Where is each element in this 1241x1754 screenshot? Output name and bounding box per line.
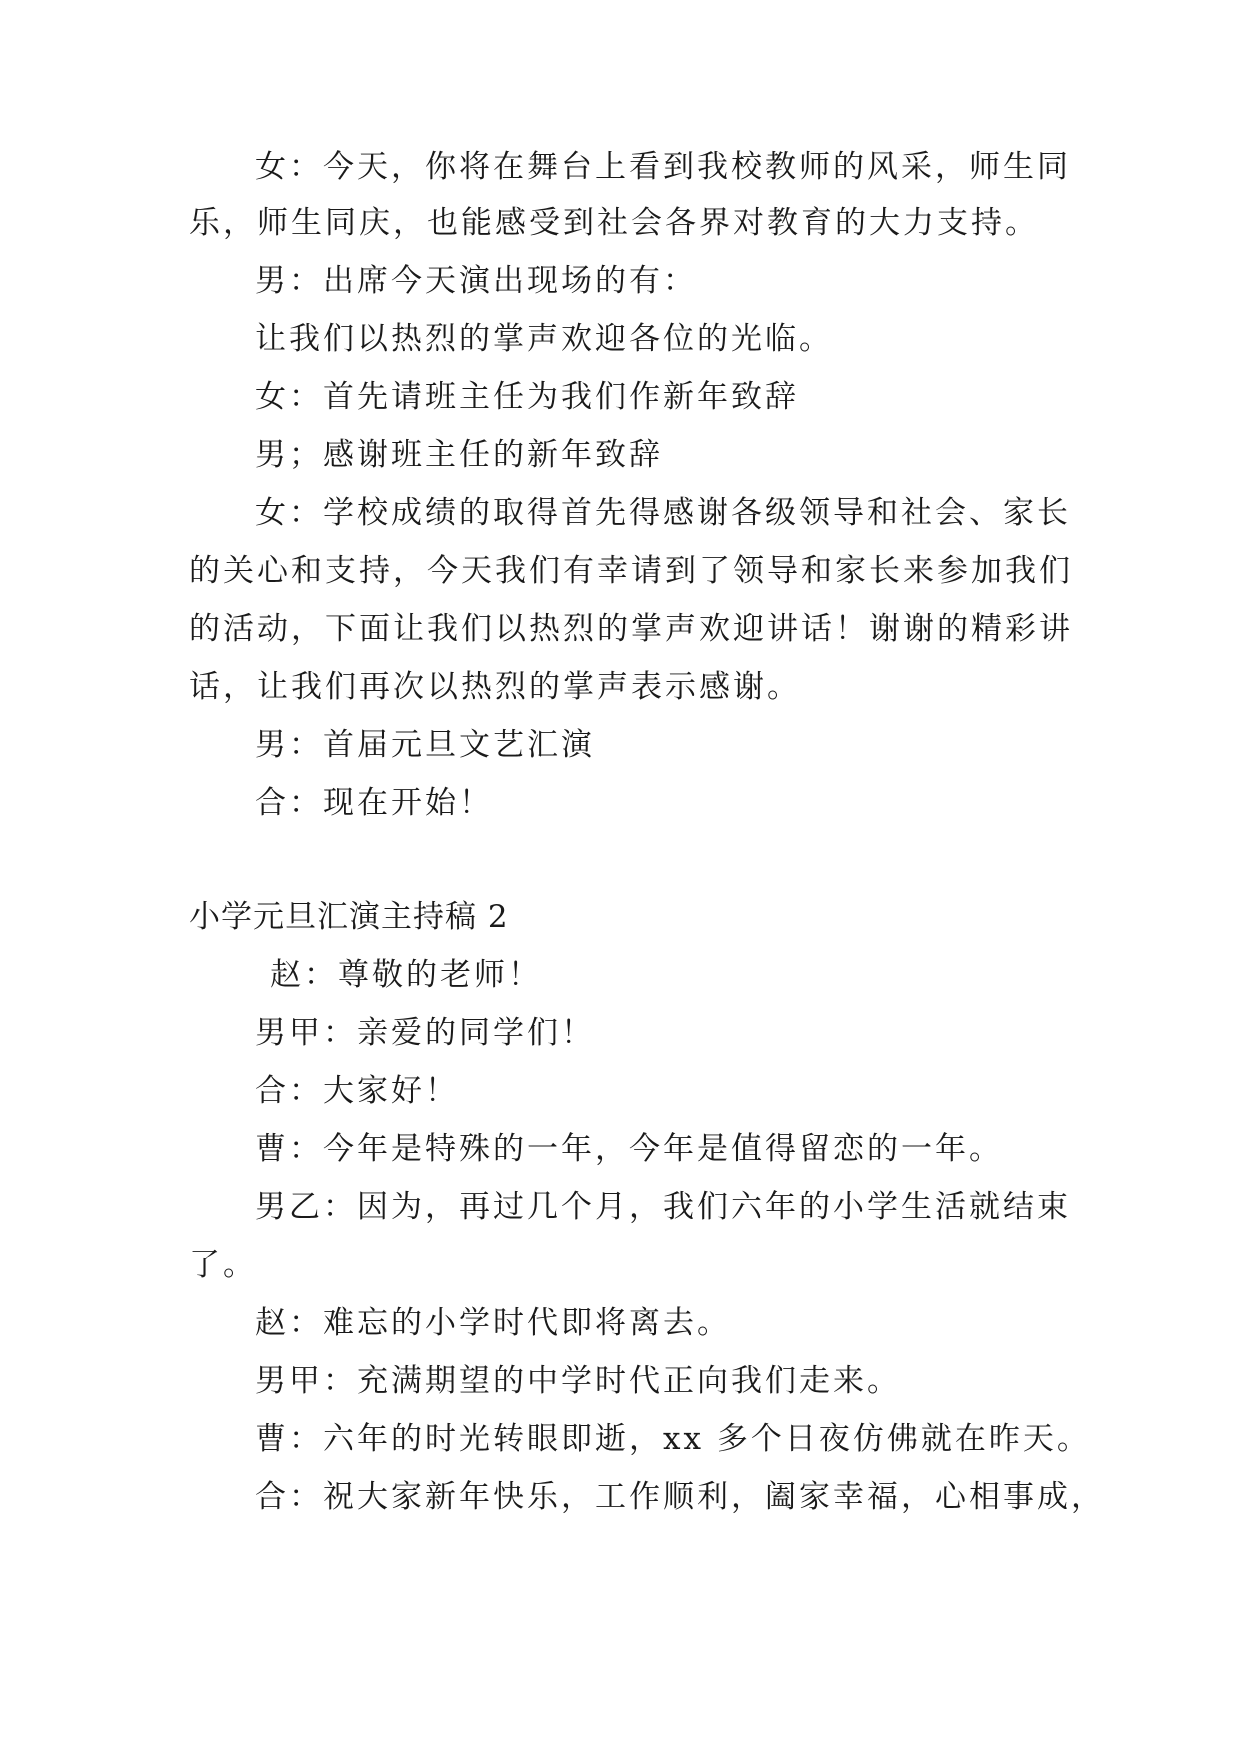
paragraph-line: 赵：尊敬的老师！ — [270, 957, 542, 993]
paragraph-line: 女：今天，你将在舞台上看到我校教师的风采，师生同 — [255, 149, 1071, 185]
paragraph-line: 男；感谢班主任的新年致辞 — [255, 437, 663, 473]
section-heading: 小学元旦汇演主持稿 2 — [189, 899, 509, 935]
paragraph-line: 男：首届元旦文艺汇演 — [255, 727, 595, 763]
paragraph-line: 乐，师生同庆，也能感受到社会各界对教育的大力支持。 — [189, 205, 1039, 241]
paragraph-line: 合：祝大家新年快乐，工作顺利，阖家幸福，心相事成， — [255, 1479, 1105, 1515]
paragraph-line: 了。 — [189, 1247, 257, 1283]
paragraph-line: 话，让我们再次以热烈的掌声表示感谢。 — [189, 669, 801, 705]
paragraph-line: 男甲：亲爱的同学们！ — [255, 1015, 595, 1051]
paragraph-line: 合：大家好！ — [255, 1073, 459, 1109]
paragraph-line: 曹：六年的时光转眼即逝，xx 多个日夜仿佛就在昨天。 — [255, 1421, 1091, 1457]
paragraph-line: 的关心和支持，今天我们有幸请到了领导和家长来参加我们 — [189, 553, 1073, 589]
paragraph-line: 男：出席今天演出现场的有： — [255, 263, 697, 299]
paragraph-line: 男乙：因为，再过几个月，我们六年的小学生活就结束 — [255, 1189, 1071, 1225]
paragraph-line: 男甲：充满期望的中学时代正向我们走来。 — [255, 1363, 901, 1399]
paragraph-line: 让我们以热烈的掌声欢迎各位的光临。 — [255, 321, 833, 357]
paragraph-line: 女：学校成绩的取得首先得感谢各级领导和社会、家长 — [255, 495, 1071, 531]
paragraph-line: 合：现在开始！ — [255, 785, 493, 821]
paragraph-line: 的活动，下面让我们以热烈的掌声欢迎讲话！谢谢的精彩讲 — [189, 611, 1073, 647]
paragraph-line: 赵：难忘的小学时代即将离去。 — [255, 1305, 731, 1341]
paragraph-line: 女：首先请班主任为我们作新年致辞 — [255, 379, 799, 415]
paragraph-line: 曹：今年是特殊的一年，今年是值得留恋的一年。 — [255, 1131, 1003, 1167]
